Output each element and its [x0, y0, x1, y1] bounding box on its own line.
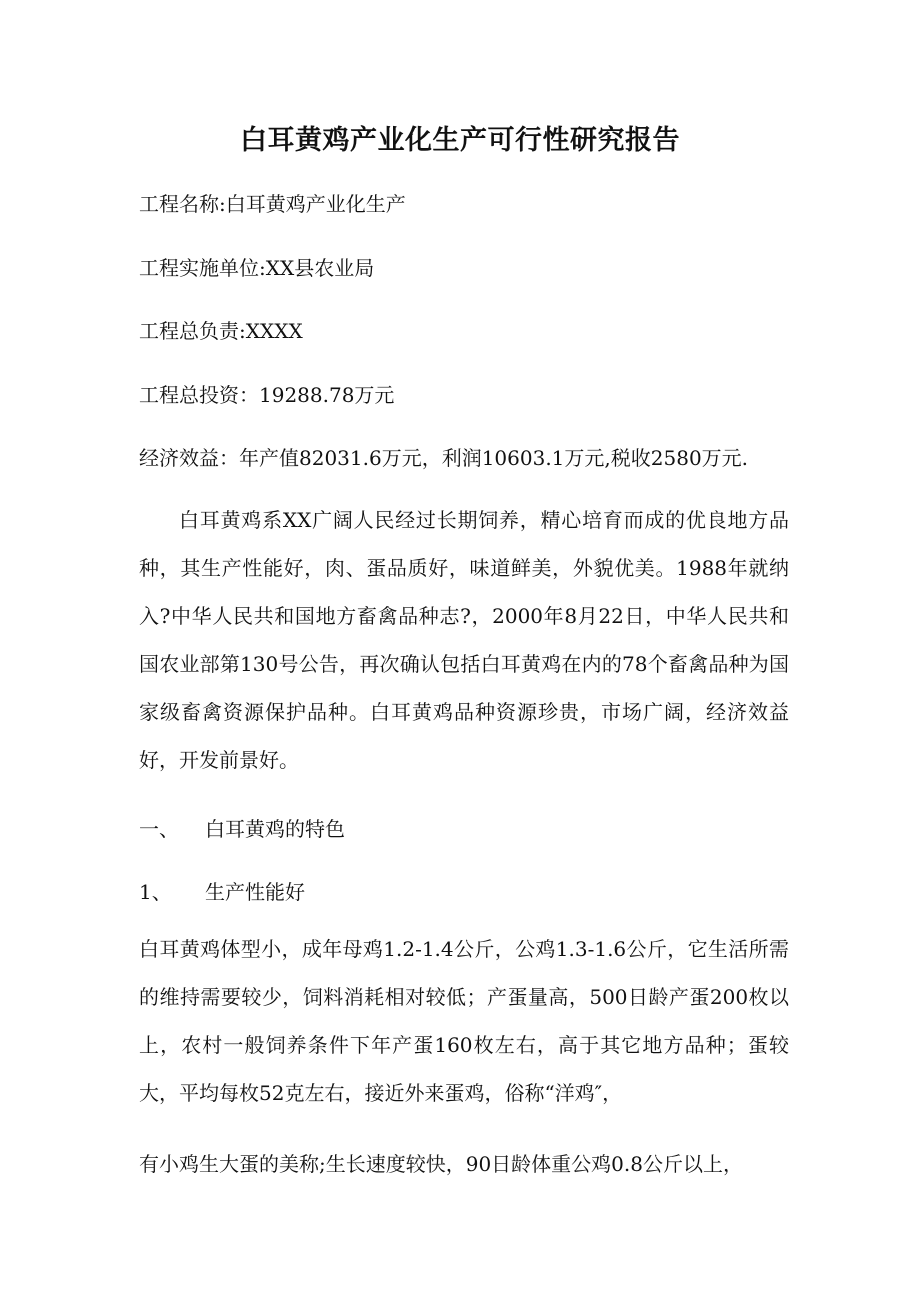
economic-benefit: 经济效益：年产值82031.6万元，利润10603.1万元,税收2580万元. [139, 446, 749, 470]
section-number: 一、 [139, 817, 179, 841]
intro-paragraph: 白耳黄鸡系XX广阔人民经过长期饲养，精心培育而成的优良地方品种，其生产性能好，肉、蛋品质好，味道鲜美，外貌优美。1988年就纳入?中华人民共和国地方畜禽品种志?，2000年8月22日，中华人民共和国农业部第130号公告，再次确认包括白耳黄鸡在内的78个畜禽品种为国家级畜禽资源保护品种。白耳黄鸡品种资源珍贵，市场广阔，经济效益好，开发前景好。 [139, 508, 789, 772]
total-investment: 工程总投资：19288.78万元 [139, 383, 395, 407]
body-paragraph: 白耳黄鸡体型小，成年母鸡1.2-1.4公斤，公鸡1.3-1.6公斤，它生活所需的维持需要较少，饲料消耗相对较低；产蛋量高，500日龄产蛋200枚以上，农村一般饲养条件下年产蛋160枚左右，高于其它地方品种；蛋较大，平均每枚52克左右，接近外来蛋鸡，俗称“洋鸡″， [139, 937, 789, 1105]
document-title: 白耳黄鸡产业化生产可行性研究报告 [240, 125, 680, 156]
subsection-heading [139, 876, 305, 905]
project-lead: 工程总负责:XXXX [139, 319, 303, 343]
subsection-number: 1、 [139, 880, 172, 904]
implementing-unit: 工程实施单位:XX县农业局 [139, 256, 375, 280]
section-title: 白耳黄鸡的特色 [205, 817, 345, 841]
section-heading [139, 813, 345, 842]
body-last-line: 有小鸡生大蛋的美称;生长速度较快，90日龄体重公鸡0.8公斤以上， [139, 1152, 743, 1176]
project-name: 工程名称:白耳黄鸡产业化生产 [139, 192, 406, 216]
subsection-title: 生产性能好 [205, 880, 305, 904]
